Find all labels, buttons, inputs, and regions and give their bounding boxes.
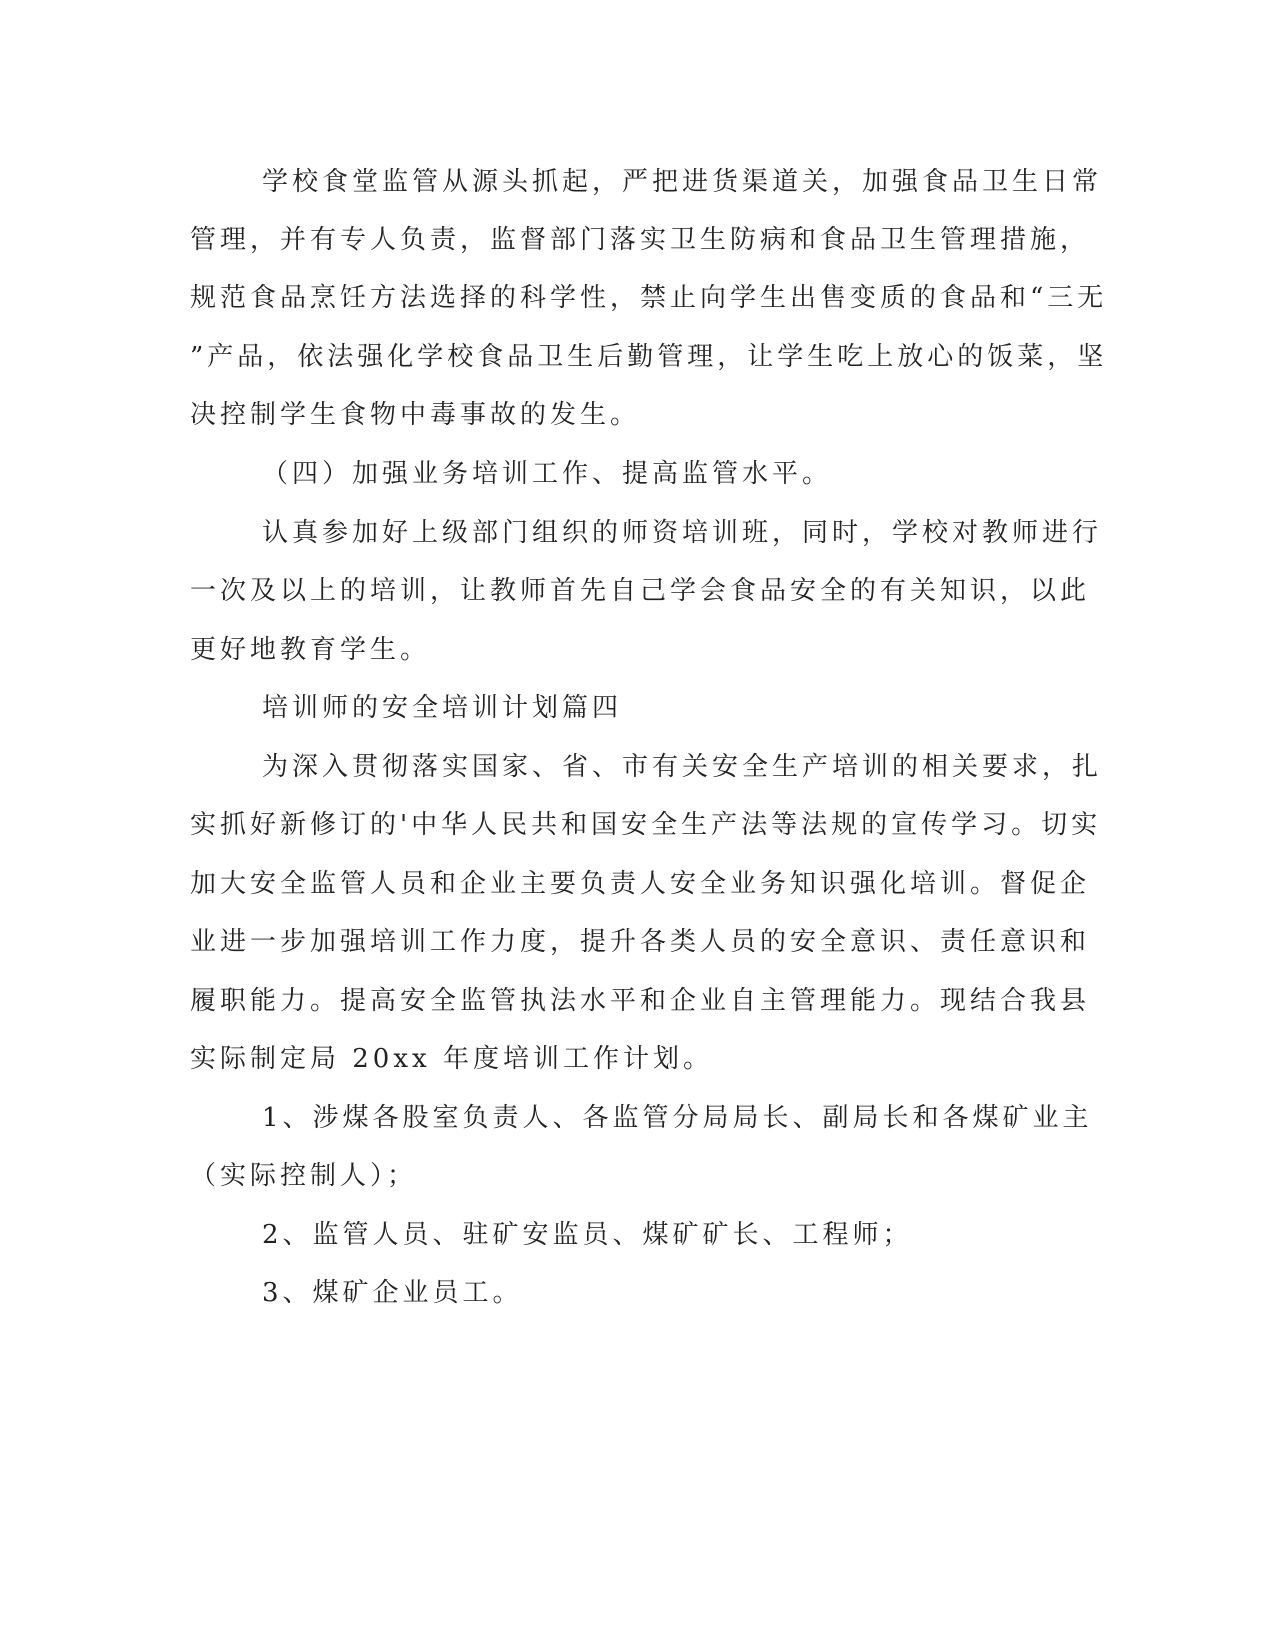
list-item: 3、煤矿企业员工。 — [262, 1278, 523, 1308]
list-item-continuation: （实际控制人）； — [190, 1161, 418, 1191]
text-line: 实际制定局 20xx 年度培训工作计划。 — [190, 1044, 713, 1074]
section-heading: （四）加强业务培训工作、提高监管水平。 — [262, 459, 833, 489]
text-line: 规范食品烹饪方法选择的科学性，禁止向学生出售变质的食品和“三无 — [190, 283, 1108, 313]
list-item: 1、涉煤各股室负责人、各监管分局局长、副局长和各煤矿业主 — [262, 1103, 1093, 1133]
text-line: 一次及以上的培训，让教师首先自己学会食品安全的有关知识，以此 — [190, 576, 1091, 606]
text-line: 认真参加好上级部门组织的师资培训班，同时，学校对教师进行 — [262, 518, 1103, 548]
text-line: 管理，并有专人负责，监督部门落实卫生防病和食品卫生管理措施， — [190, 225, 1091, 255]
text-line: 业进一步加强培训工作力度，提升各类人员的安全意识、责任意识和 — [190, 927, 1091, 957]
text-line: 决控制学生食物中毒事故的发生。 — [190, 400, 641, 430]
chapter-title: 培训师的安全培训计划篇四 — [262, 693, 623, 723]
text-line: 加大安全监管人员和企业主要负责人安全业务知识强化培训。督促企 — [190, 869, 1091, 899]
list-item: 2、监管人员、驻矿安监员、煤矿矿长、工程师； — [262, 1220, 913, 1250]
text-line: 学校食堂监管从源头抓起，严把进货渠道关，加强食品卫生日常 — [262, 167, 1103, 197]
text-line: 实抓好新修订的'中华人民共和国安全生产法等法规的宣传学习。切实 — [190, 810, 1102, 840]
text-line: ”产品，依法强化学校食品卫生后勤管理，让学生吃上放心的饭菜，坚 — [190, 342, 1108, 372]
text-line: 履职能力。提高安全监管执法水平和企业自主管理能力。现结合我县 — [190, 986, 1091, 1016]
text-line: 为深入贯彻落实国家、省、市有关安全生产培训的相关要求，扎 — [262, 752, 1103, 782]
text-line: 更好地教育学生。 — [190, 635, 431, 665]
